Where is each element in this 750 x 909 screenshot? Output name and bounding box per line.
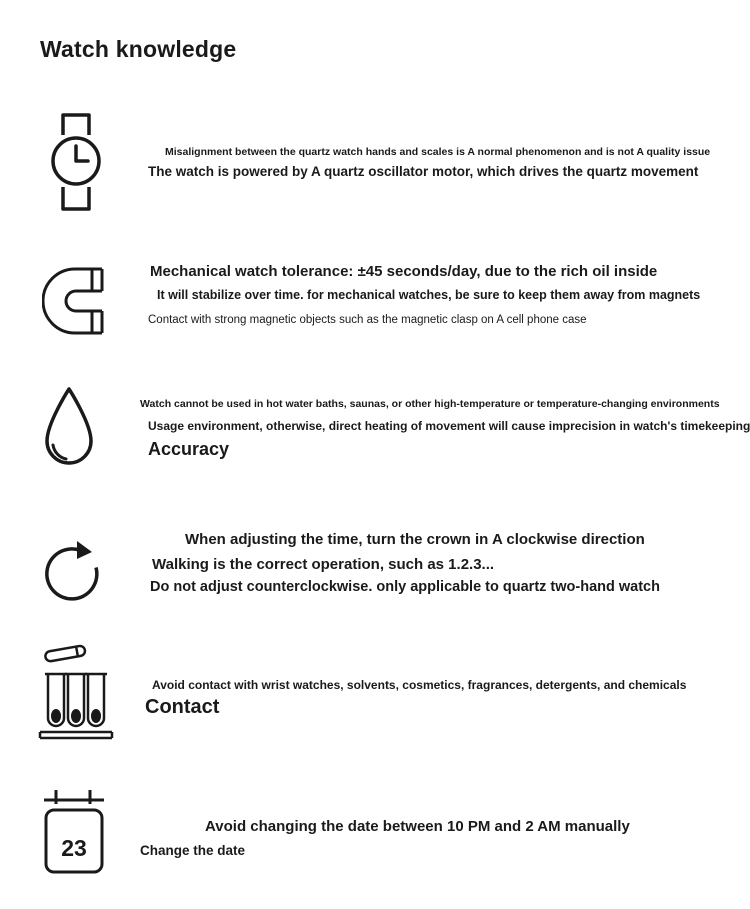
magnet-icon [42, 264, 106, 338]
temperature-note-line-2: Usage environment, otherwise, direct heating of movement will cause imprecision in watch's timekeeping [148, 419, 750, 433]
page-title: Watch knowledge [40, 36, 237, 62]
chemical-note-line-1: Avoid contact with wrist watches, solvents, cosmetics, fragrances, detergents, and chemicals [152, 678, 687, 692]
section-chemical-contact [0, 642, 750, 752]
test-tubes-icon [38, 642, 114, 746]
calendar-icon [42, 788, 106, 876]
accuracy-heading: Accuracy [148, 439, 230, 459]
section-date-change [0, 783, 750, 878]
contact-heading: Contact [145, 696, 220, 718]
magnet-note-line-3: Contact with strong magnetic objects such as the magnetic clasp on A cell phone case [148, 314, 587, 326]
section-temperature-accuracy [0, 383, 750, 483]
adjust-note-line-1: When adjusting the time, turn the crown in A clockwise direction [185, 531, 645, 548]
adjust-note-line-2: Walking is the correct operation, such as 1.2.3... [152, 556, 495, 573]
watch-icon [45, 113, 107, 211]
water-drop-icon [40, 385, 98, 471]
temperature-note-line-1: Watch cannot be used in hot water baths, saunas, or other high-temperature or temperature-changing environments [140, 398, 720, 410]
section-time-adjustment [0, 522, 750, 617]
calendar-day-number: 23 [61, 835, 87, 861]
clockwise-arrow-icon [42, 526, 104, 610]
quartz-note-line-1: Misalignment between the quartz watch hands and scales is A normal phenomenon and is not A quality issue [165, 146, 711, 158]
date-note-line-2: Change the date [140, 843, 246, 858]
magnet-note-line-2: It will stabilize over time. for mechanical watches, be sure to keep them away from magnets [157, 288, 701, 302]
quartz-note-line-2: The watch is powered by A quartz oscillator motor, which drives the quartz movement [148, 164, 699, 179]
section-magnetism [0, 258, 750, 348]
adjust-note-line-3: Do not adjust counterclockwise. only applicable to quartz two-hand watch [150, 579, 660, 595]
magnet-note-line-1: Mechanical watch tolerance: ±45 seconds/day, due to the rich oil inside [150, 263, 658, 280]
date-note-line-1: Avoid changing the date between 10 PM and 2 AM manually [205, 818, 630, 835]
section-quartz-movement [0, 113, 750, 223]
